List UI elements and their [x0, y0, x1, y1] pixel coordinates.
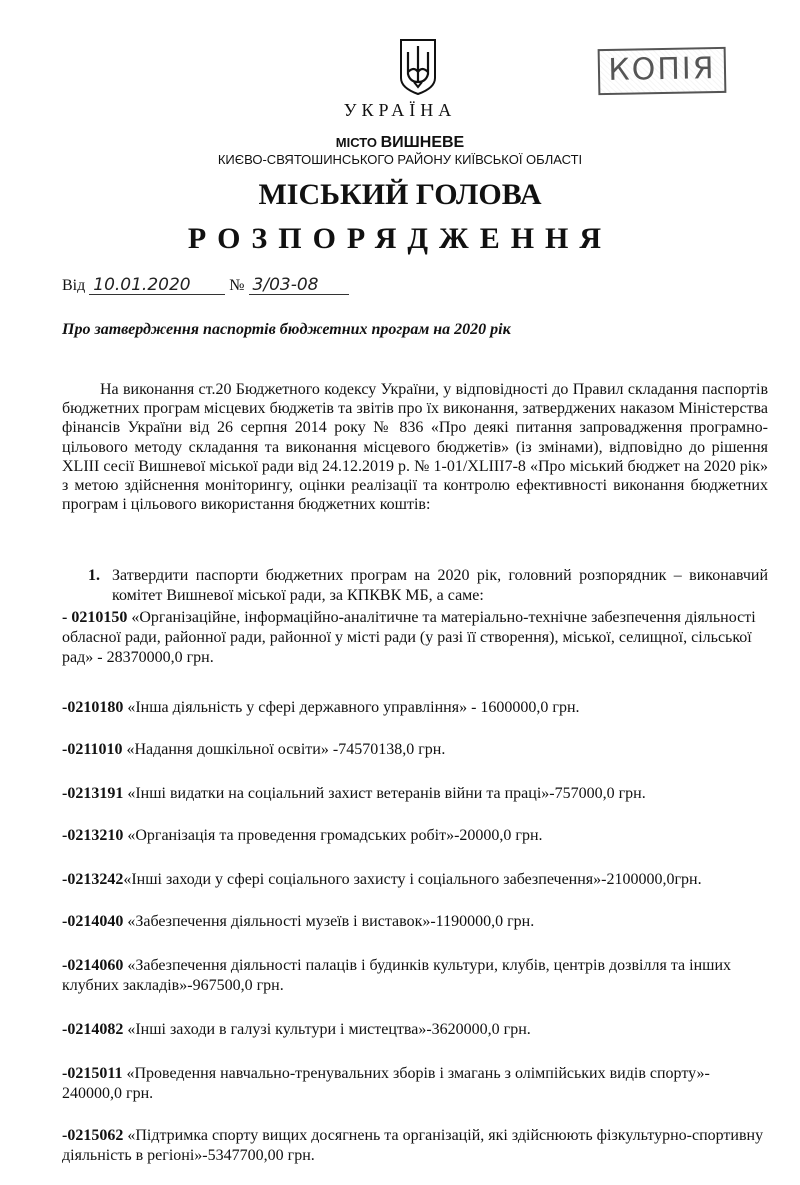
program-item: [62, 784, 768, 804]
number-label: №: [229, 277, 245, 294]
program-code: - 0210150: [62, 609, 128, 626]
program-text: «Інші видатки на соціальний захист ветеранів війни та праці»-757000,0 грн.: [123, 785, 646, 802]
document-subject: Про затвердження паспортів бюджетних програм на 2020 рік: [62, 321, 511, 338]
program-code: -0214082: [62, 1021, 124, 1038]
program-item: [62, 1064, 768, 1104]
number-value: 3/03-08: [249, 276, 349, 295]
program-code: -0215062: [62, 1127, 124, 1144]
program-item: [62, 956, 768, 996]
program-item: [62, 870, 768, 890]
date-label: Від: [62, 277, 86, 294]
region-line: КИЄВО-СВЯТОШИНСЬКОГО РАЙОНУ КИЇВСЬКОЇ ОБЛАСТІ: [217, 152, 583, 167]
list-item-1: [88, 566, 768, 606]
program-text: «Організація та проведення громадських робіт»-20000,0 грн.: [123, 827, 543, 844]
program-text: «Забезпечення діяльності музеїв і виставок»-1190000,0 грн.: [123, 913, 535, 930]
program-item: [62, 826, 768, 846]
list-item-number: 1.: [88, 567, 100, 584]
program-item: [62, 1020, 768, 1040]
program-text: «Організаційне, інформаційно-аналітичне та матеріально-технічне забезпечення діяльності обласної ради, районної ради, районної у місті ради (у разі її створення), міської, селищної, сільської рад» - 28370000,0 грн.: [62, 609, 756, 666]
program-item: [62, 740, 768, 760]
program-text: «Надання дошкільної освіти» -74570138,0 грн.: [122, 741, 446, 758]
program-text: «Забезпечення діяльності палаців і будинків культури, клубів, центрів дозвілля та інших клубних закладів»-967500,0 грн.: [62, 957, 732, 994]
country-title: УКРАЇНА: [343, 100, 457, 120]
city-line: [0, 134, 800, 152]
program-code: -0213191: [62, 785, 124, 802]
program-text: «Інші заходи у сфері соціального захисту і соціального забезпечення»-2100000,0грн.: [123, 871, 702, 888]
city-name: ВИШНЕВЕ: [380, 134, 465, 151]
document-type: РОЗПОРЯДЖЕННЯ: [187, 222, 613, 255]
program-item: [62, 608, 768, 668]
program-text: «Інші заходи в галузі культури і мистецтва»-3620000,0 грн.: [123, 1021, 531, 1038]
program-text: «Інша діяльність у сфері державного управління» - 1600000,0 грн.: [123, 699, 580, 716]
program-code: -0214060: [62, 957, 124, 974]
trident-emblem-icon: [398, 38, 438, 96]
authority-title: МІСЬКИЙ ГОЛОВА: [258, 178, 542, 211]
list-item-text: Затвердити паспорти бюджетних програм на 2020 рік, головний розпорядник – виконавчий комітет Вишневої міської ради, за КПКВК МБ, а саме:: [112, 567, 768, 604]
registration-line: [62, 276, 349, 295]
program-text: «Підтримка спорту вищих досягнень та організацій, які здійснюють фізкультурно-спортивну діяльність в регіоні»-5347700,00 грн.: [62, 1127, 764, 1164]
copy-stamp: КОПІЯ: [598, 47, 727, 95]
program-code: -0210180: [62, 699, 124, 716]
preamble-paragraph: На виконання ст.20 Бюджетного кодексу України, у відповідності до Правил складання паспортів бюджетних програм місцевих бюджетів та звітів про їх виконання, затверджених наказом Міністерства фінансів України від 26 серпня 2014 року № 836 «Про деякі питання запровадження програмно-цільового методу складання та виконання місцевого бюджетів» (із змінами), відповідно до рішення XLIII сесії Вишневої міської ради від 24.12.2019 р. № 1-01/XLIII7-8 «Про міський бюджет на 2020 рік» з метою здійснення моніторингу, оцінки реалізації та контролю ефективності виконання бюджетних програм і цільового використання бюджетних коштів:: [62, 381, 768, 514]
program-item: [62, 698, 768, 718]
program-code: -0211010: [62, 741, 123, 758]
program-item: [62, 912, 768, 932]
program-code: -0213242: [62, 871, 124, 888]
program-text: «Проведення навчально-тренувальних зборів і змагань з олімпійських видів спорту»- 240000,0 грн.: [62, 1065, 710, 1102]
program-code: -0215011: [62, 1065, 123, 1082]
program-code: -0213210: [62, 827, 124, 844]
program-item: [62, 1126, 768, 1166]
program-code: -0214040: [62, 913, 124, 930]
city-prefix: МІСТО: [335, 135, 377, 150]
date-value: 10.01.2020: [89, 276, 225, 295]
